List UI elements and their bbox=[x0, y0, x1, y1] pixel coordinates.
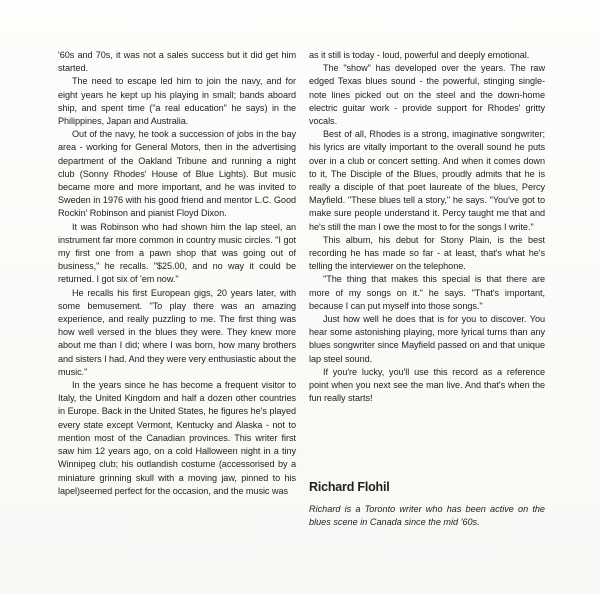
paragraph: In the years since he has become a frequent visitor to Italy, the United Kingdom and half a dozen other countries in Europe. Back in the United States, he figures he's played every state except Vermont, Kentucky and Alaska - not to mention most of the Canadian provinces. This writer first saw him 12 years ago, on a cold Halloween night in a tiny Winnipeg club; his outlandish costume (accessorised by a miniature grinning skull with a moving jaw, pinned to his lapel)seemed perfect for the occasion, and the music was bbox=[58, 380, 296, 496]
paragraph: "The thing that makes this special is that there are more of my songs on it." he says. "That's important, because I can put myself into those songs." bbox=[309, 274, 545, 311]
paragraph: This album, his debut for Stony Plain, is the best recording he has made so far - at least, that's what he's telling the interviewer on the telephone. bbox=[309, 234, 545, 272]
paragraph: Just how well he does that is for you to discover. You hear some astonishing playing, more lyrical turns than any blues songwriter since Mayfield passed on and that unique lap steel sound. bbox=[309, 314, 545, 364]
author-byline bbox=[309, 480, 545, 529]
paragraph: as it still is today - loud, powerful and deeply emotional. bbox=[309, 50, 530, 60]
paragraph: Out of the navy, he took a succession of jobs in the bay area - working for General Motors, then in the advertising department of the Oakland Tribune and running a night club (Sonny Rhodes' House of Blue Lights). But music became more and more important, and he was invited to Sweden in 1976 with his good friend and mentor L.C. Good Rockin' Robinson and pianist Floyd Dixon. bbox=[58, 129, 296, 219]
author-bio: Richard is a Toronto writer who has been active on the blues scene in Canada since the mid '60s. bbox=[309, 504, 545, 528]
paragraph: It was Robinson who had shown him the lap steel, an instrument far more common in country music circles. "I got my first one from a pawn shop that was going out of business," he recalls. "$25.00, and no way it could be returned. I got six of 'em now." bbox=[58, 221, 296, 285]
paragraph: The "show" has developed over the years. The raw edged Texas blues sound - the powerful, stinging single-note lines picked out on the steel and the down-home electric guitar work - provide support for Rhodes' gritty vocals. bbox=[309, 63, 545, 127]
paragraph: He recalls his first European gigs, 20 years later, with some bemusement. "To play there was an amazing experience, and really puzzling to me. The first thing was how well versed in the blues they were. They knew more about me than I did; where I was born, how many brothers and sisters I had. And they were very enthusiastic about the music." bbox=[58, 287, 296, 377]
right-text-column bbox=[309, 49, 545, 405]
paragraph: The need to escape led him to join the navy, and for eight years he kept up his playing in small; bands aboard ship, and spent time ("a real education" he says) in the Philippines, Japan and Australia. bbox=[58, 76, 296, 127]
paragraph: Best of all, Rhodes is a strong, imaginative songwriter; his lyrics are vitally important to the overall sound he puts over in a club or concert setting. And when it comes down to it, The Disciple of the Blues, proudly admits that he is really a disciple of that poet laureate of the blues, Percy Mayfield. "These blues tell a story," he says. "You've got to make sure people understand it. Percy taught me that and he's still the man I owe the most to for the songs I write." bbox=[309, 129, 545, 232]
paragraph: If you're lucky, you'll use this record as a reference point when you next see the man live. And that's when the fun really starts! bbox=[309, 366, 545, 404]
paragraph: '60s and 70s, it was not a sales success but it did get him started. bbox=[58, 50, 296, 74]
left-text-column bbox=[58, 49, 296, 498]
author-name: Richard Flohil bbox=[309, 480, 390, 494]
